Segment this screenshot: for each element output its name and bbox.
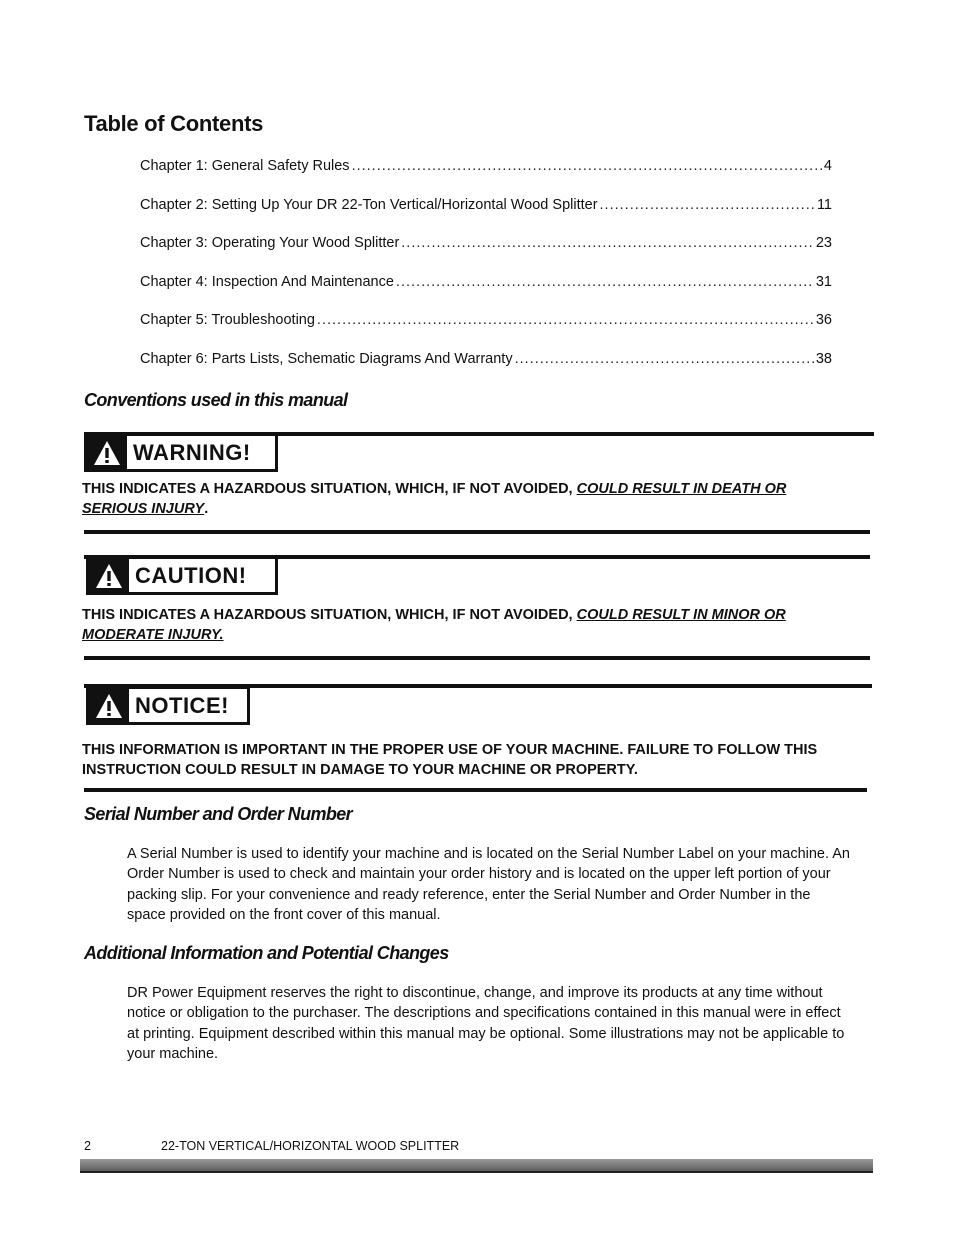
caution-bottom-rule	[84, 656, 870, 660]
toc-entry-page: 36	[815, 312, 832, 329]
toc-entry-label: Chapter 6: Parts Lists, Schematic Diagrams And Warranty	[140, 350, 513, 367]
caution-triangle-icon	[89, 559, 129, 592]
caution-text	[82, 605, 842, 645]
toc-entry-page: 31	[815, 273, 832, 290]
warning-label-text: WARNING!	[133, 439, 251, 465]
footer-page-number: 2	[84, 1139, 91, 1153]
toc-leader	[515, 351, 814, 367]
toc-entry-page: 4	[823, 158, 832, 174]
toc-list	[140, 158, 832, 390]
additional-paragraph: DR Power Equipment reserves the right to discontinue, change, and improve its products at any time without notice or obligation to the purchaser. The descriptions and specifications contained in this manual were in effect at printing. Equipment described within this manual may be optional. Some illustrations may not be applicable to your machine.	[127, 985, 845, 1062]
notice-label-text: NOTICE!	[135, 692, 229, 718]
toc-entry-label: Chapter 4: Inspection And Maintenance	[140, 273, 394, 290]
toc-entry[interactable]	[140, 235, 832, 274]
toc-entry-label: Chapter 5: Troubleshooting	[140, 312, 315, 329]
toc-entry[interactable]	[140, 158, 832, 197]
notice-label	[86, 686, 250, 725]
toc-entry[interactable]	[140, 274, 832, 313]
toc-entry[interactable]	[140, 197, 832, 236]
caution-label-text: CAUTION!	[135, 562, 247, 588]
serial-paragraph: A Serial Number is used to identify your machine and is located on the Serial Number Label on your machine. An Order Number is used to check and maintain your order history and is located on the upper left portion of your packing slip. For your convenience and ready reference, enter the Serial Number and Order Number in the space provided on the front cover of this manual.	[127, 846, 850, 923]
toc-leader	[317, 312, 814, 328]
footer-bar	[80, 1159, 873, 1173]
notice-bottom-rule	[84, 788, 867, 792]
caution-emphasis: COULD RESULT IN MINOR OR MODERATE INJURY.	[82, 607, 786, 643]
conventions-heading: Conventions used in this manual	[84, 390, 348, 410]
toc-entry[interactable]	[140, 312, 832, 351]
warning-text	[82, 479, 842, 519]
toc-leader	[401, 235, 814, 251]
warning-suffix: .	[204, 501, 209, 517]
toc-entry-label: Chapter 3: Operating Your Wood Splitter	[140, 235, 400, 252]
caution-text-main: THIS INDICATES A HAZARDOUS SITUATION, WHICH, IF NOT AVOIDED,	[82, 607, 577, 623]
notice-triangle-icon	[89, 689, 129, 722]
caution-label	[86, 556, 278, 595]
warning-emphasis: COULD RESULT IN DEATH OR SERIOUS INJURY	[82, 481, 787, 517]
toc-leader	[352, 158, 822, 174]
toc-leader	[600, 197, 815, 213]
toc-entry[interactable]	[140, 351, 832, 390]
toc-title: Table of Contents	[84, 111, 264, 136]
toc-entry-label: Chapter 2: Setting Up Your DR 22-Ton Vertical/Horizontal Wood Splitter	[140, 196, 598, 213]
toc-entry-page: 11	[816, 196, 832, 213]
warning-label	[84, 433, 278, 472]
footer-title: 22-TON VERTICAL/HORIZONTAL WOOD SPLITTER	[161, 1139, 460, 1153]
toc-entry-page: 23	[815, 235, 832, 252]
toc-leader	[396, 274, 814, 290]
toc-entry-page: 38	[815, 350, 832, 367]
serial-heading: Serial Number and Order Number	[84, 804, 353, 824]
warning-bottom-rule	[84, 530, 870, 534]
additional-heading: Additional Information and Potential Changes	[84, 943, 449, 963]
warning-text-main: THIS INDICATES A HAZARDOUS SITUATION, WHICH, IF NOT AVOIDED,	[82, 481, 577, 497]
notice-text: THIS INFORMATION IS IMPORTANT IN THE PROPER USE OF YOUR MACHINE. FAILURE TO FOLLOW THIS INSTRUCTION COULD RESULT IN DAMAGE TO YOUR MACHINE OR PROPERTY.	[82, 742, 818, 778]
warning-triangle-icon	[87, 436, 127, 469]
toc-entry-label: Chapter 1: General Safety Rules	[140, 158, 350, 174]
